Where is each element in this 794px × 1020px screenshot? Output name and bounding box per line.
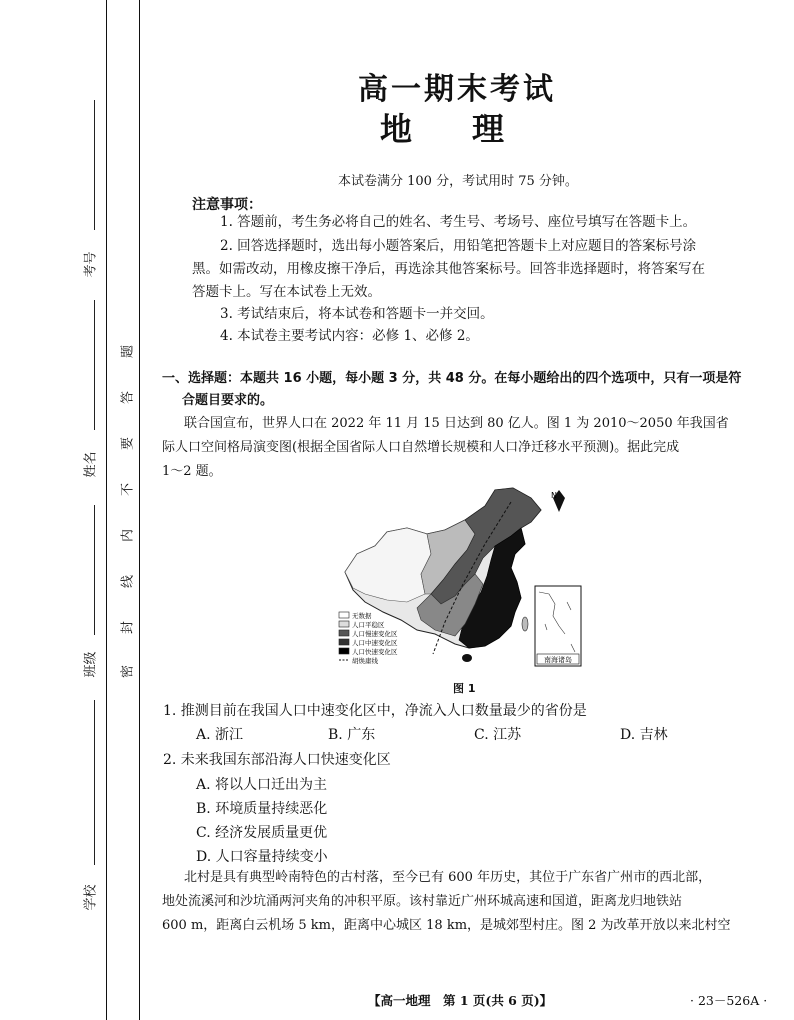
notice-line-2c: 答题卡上。写在本试卷上无效。 <box>192 284 381 300</box>
inset-label: 南海诸岛 <box>544 656 572 664</box>
q1-option-d[interactable]: D. 吉林 <box>620 727 668 743</box>
legend-swatch-slow <box>339 630 349 636</box>
figure1-caption: 图 1 <box>453 682 476 695</box>
figure1-map <box>335 484 613 672</box>
seal-char-3: 线 <box>120 575 136 589</box>
notice-line-3: 3. 考试结束后，将本试卷和答题卡一并交回。 <box>220 306 494 322</box>
passage2-line-3: 600 m，距离白云机场 5 km，距离中心城区 18 km，是城郊型村庄。图 2 为改革开放以来北村空 <box>162 918 731 933</box>
intro-line-c: 1～2 题。 <box>162 464 222 479</box>
binding-line-inner <box>139 0 140 1020</box>
q2-stem: 2. 未来我国东部沿海人口快速变化区 <box>163 752 391 768</box>
taiwan-island <box>522 617 528 631</box>
subject-title: 地理 <box>379 110 564 148</box>
notice-line-4: 4. 本试卷主要考试内容：必修 1、必修 2。 <box>220 328 479 344</box>
seal-char-5: 不 <box>120 483 136 497</box>
intro-line-b: 际人口空间格局演变图(根据全国省际人口自然增长规模和人口净迁移水平预测)。据此完成 <box>162 440 680 455</box>
section1-heading-a: 一、选择题：本题共 16 小题，每小题 3 分，共 48 分。在每小题给出的四个选项中，只有一项是符 <box>162 371 742 386</box>
exam-no-label: 考号 <box>83 251 99 278</box>
legend-text-nodata: 无数据 <box>352 612 372 620</box>
footer-code: · 23－526A · <box>690 993 768 1008</box>
seal-char-1: 密 <box>120 665 136 679</box>
q1-option-c[interactable]: C. 江苏 <box>474 727 522 743</box>
q2-option-b[interactable]: B. 环境质量持续恶化 <box>196 801 328 817</box>
seal-char-8: 题 <box>120 345 136 359</box>
passage2-line-1: 北村是具有典型岭南特色的古村落，至今已有 600 年历史，其位于广东省广州市的西北部， <box>184 870 712 885</box>
legend-text-huline: 胡焕庸线 <box>352 657 378 665</box>
notice-heading: 注意事项： <box>192 197 262 213</box>
school-underline[interactable] <box>94 700 95 865</box>
q1-option-b[interactable]: B. 广东 <box>328 727 376 743</box>
legend-swatch-nodata <box>339 612 349 618</box>
binding-line-outer <box>106 0 107 1020</box>
seal-char-4: 内 <box>120 529 136 543</box>
exam-title: 高一期末考试 <box>358 72 556 107</box>
class-label: 班级 <box>83 651 99 678</box>
q2-option-a[interactable]: A. 将以人口迁出为主 <box>196 777 328 793</box>
seal-char-2: 封 <box>120 621 136 635</box>
legend-text-slow: 人口慢速变化区 <box>352 630 398 638</box>
q2-option-c[interactable]: C. 经济发展质量更优 <box>196 825 328 841</box>
legend-text-fast: 人口快速变化区 <box>352 648 398 656</box>
school-label: 学校 <box>83 884 99 911</box>
notice-line-2a: 2. 回答选择题时，选出每小题答案后，用铅笔把答题卡上对应题目的答案标号涂 <box>220 238 697 254</box>
section1-heading-b: 合题目要求的。 <box>182 393 274 408</box>
name-label: 姓名 <box>83 451 99 478</box>
class-underline[interactable] <box>94 505 95 635</box>
footer-page: 【高一地理 第 1 页(共 6 页)】 <box>368 993 553 1008</box>
hainan-island <box>462 654 472 662</box>
legend-text-medium: 人口中速变化区 <box>352 639 398 647</box>
name-underline[interactable] <box>94 300 95 430</box>
q2-option-d[interactable]: D. 人口容量持续变小 <box>196 849 328 865</box>
exam-info: 本试卷满分 100 分，考试用时 75 分钟。 <box>338 174 578 189</box>
north-label: N <box>551 491 557 500</box>
notice-line-2b: 黑。如需改动，用橡皮擦干净后，再选涂其他答案标号。回答非选择题时，将答案写在 <box>192 261 705 277</box>
intro-line-a: 联合国宣布，世界人口在 2022 年 11 月 15 日达到 80 亿人。图 1 为 2010～2050 年我国省 <box>184 416 729 431</box>
legend <box>339 611 398 665</box>
legend-text-stable: 人口平稳区 <box>352 621 385 629</box>
notice-line-1: 1. 答题前，考生务必将自己的姓名、考生号、考场号、座位号填写在答题卡上。 <box>220 214 697 230</box>
q1-option-a[interactable]: A. 浙江 <box>196 727 244 743</box>
legend-swatch-stable <box>339 621 349 627</box>
passage2-line-2: 地处流溪河和沙坑涌两河夹角的冲积平原。该村靠近广州环城高速和国道，距离龙归地铁站 <box>162 894 683 909</box>
legend-swatch-medium <box>339 639 349 645</box>
seal-char-6: 要 <box>120 437 136 451</box>
legend-swatch-fast <box>339 648 349 654</box>
q1-stem: 1. 推测目前在我国人口中速变化区中，净流入人口数量最少的省份是 <box>163 703 587 719</box>
seal-char-7: 答 <box>120 391 136 405</box>
